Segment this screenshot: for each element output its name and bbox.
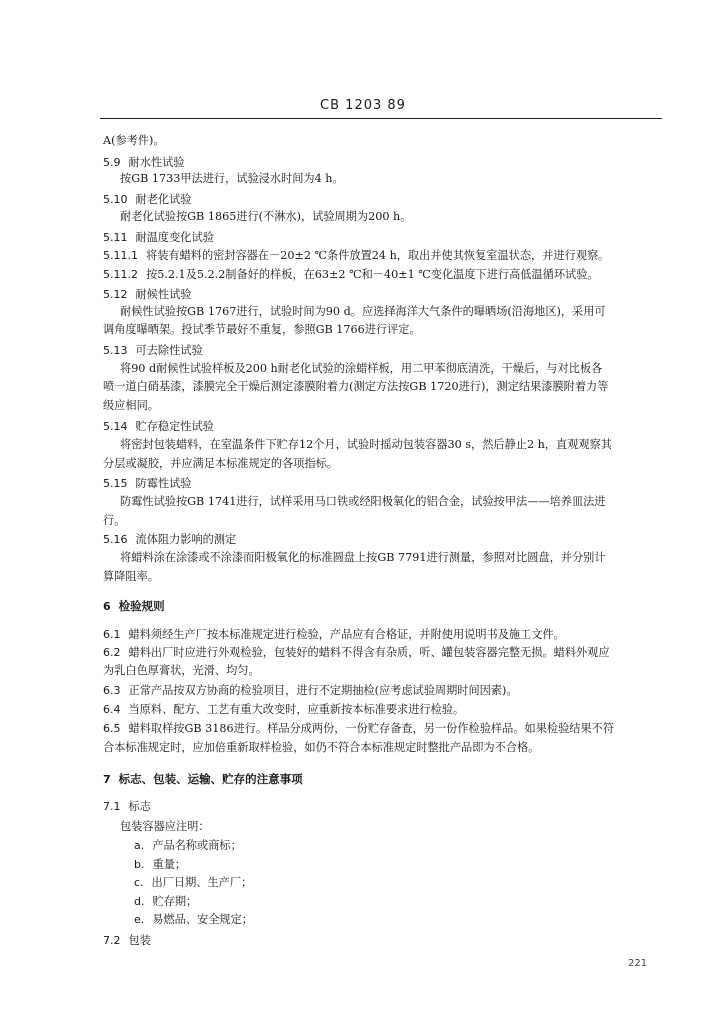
body-line: A(参考件)。 — [103, 134, 165, 147]
clause-number: 5.9 — [103, 156, 121, 169]
list-marker: e. — [134, 913, 145, 926]
clause-text: 蜡料取样按GB 3186进行。样品分成两份，一份贮存备查，另一份作检验样品。如果检验结果不符 — [128, 722, 615, 735]
list-marker: a. — [134, 839, 145, 852]
clause-title: 流体阻力影响的测定 — [135, 533, 237, 546]
clause-title: 可去除性试验 — [135, 344, 203, 357]
body-line: 级应相同。 — [103, 399, 159, 412]
clause-title: 包装 — [128, 934, 151, 947]
body-line: 将90 d耐候性试验样板及200 h耐老化试验的涂蜡样板，用二甲苯彻底清洗，干燥后，与对比板各 — [120, 362, 603, 375]
clause-text: 将装有蜡料的密封容器在－20±2 ℃条件放置24 h，取出并使其恢复室温状态，并进行观察。 — [146, 249, 610, 262]
body-line: 按GB 1733甲法进行，试验浸水时间为4 h。 — [120, 172, 344, 185]
body-line: 耐老化试验按GB 1865进行(不淋水)，试验周期为200 h。 — [120, 210, 412, 223]
clause-number: 6.4 — [103, 703, 121, 716]
section-heading — [103, 599, 165, 614]
clause-number: 5.11 — [103, 231, 128, 244]
clause-number: 5.13 — [103, 344, 128, 357]
body-line: 分层或凝胶，并应满足本标准规定的各项指标。 — [103, 457, 338, 470]
clause-title: 耐老化试验 — [135, 193, 192, 206]
body-line: 行。 — [103, 514, 126, 527]
list-text: 重量； — [152, 858, 187, 871]
section-title: 检验规则 — [118, 599, 165, 613]
clause-heading — [103, 231, 214, 245]
header-rule — [100, 118, 662, 119]
body-line: 算降阻率。 — [103, 570, 159, 583]
clause-title: 贮存稳定性试验 — [135, 420, 214, 433]
clause-line — [103, 703, 464, 717]
clause-line — [103, 268, 599, 282]
body-line: 为乳白色厚膏状，光滑、均匀。 — [103, 664, 260, 677]
page-number: 221 — [628, 958, 648, 969]
clause-number: 5.10 — [103, 193, 128, 206]
clause-line — [103, 646, 610, 660]
list-text: 产品名称或商标； — [152, 839, 242, 852]
clause-heading — [103, 156, 184, 170]
clause-number: 5.15 — [103, 477, 128, 490]
section-title: 标志、包装、运输、贮存的注意事项 — [118, 772, 303, 786]
clause-number: 5.12 — [103, 288, 128, 301]
clause-number: 5.14 — [103, 420, 128, 433]
clause-heading — [103, 477, 191, 491]
clause-title: 耐候性试验 — [135, 288, 192, 301]
page-header: CB 1203 89 — [320, 98, 406, 113]
list-text: 出厂日期、生产厂； — [151, 876, 253, 889]
clause-line — [103, 628, 565, 642]
list-item — [134, 839, 242, 853]
clause-text: 蜡料须经生产厂按本标准规定进行检验，产品应有合格证，并附使用说明书及施工文件。 — [128, 628, 565, 641]
clause-text: 正常产品按双方协商的检验项目，进行不定期抽检(应考虑试验周期时间因素)。 — [128, 684, 518, 697]
clause-number: 7.2 — [103, 934, 121, 947]
section-number: 6 — [103, 600, 111, 613]
clause-text: 当原料、配方、工艺有重大改变时，应重新按本标准要求进行检验。 — [128, 703, 465, 716]
list-item — [134, 913, 253, 927]
list-marker: d. — [134, 895, 145, 908]
clause-heading — [103, 420, 214, 434]
clause-line — [103, 684, 518, 698]
list-text: 易燃品、安全规定； — [152, 913, 253, 926]
body-line: 调角度曝晒架。投试季节最好不重复，参照GB 1766进行评定。 — [103, 323, 421, 336]
clause-number: 6.1 — [103, 628, 121, 641]
clause-text: 按5.2.1及5.2.2制备好的样板，在63±2 ℃和－40±1 ℃变化温度下进行高低温循环试验。 — [146, 268, 599, 281]
clause-number: 6.5 — [103, 722, 121, 735]
body-line: 喷一道白硝基漆，漆膜完全干燥后测定漆膜附着力(测定方法按GB 1720进行)，测定结果漆膜附着力等 — [103, 380, 609, 393]
clause-line — [103, 249, 609, 263]
section-heading — [103, 772, 303, 787]
body-line: 防霉性试验按GB 1741进行，试样采用马口铁或经阳极氧化的铝合金，试验按甲法——培养皿法进 — [120, 495, 606, 508]
body-line: 合本标准规定时，应加倍重新取样检验，如仍不符合本标准规定时整批产品即为不合格。 — [103, 741, 540, 754]
body-line: 将密封包装蜡料，在室温条件下贮存12个月，试验时摇动包装容器30 s，然后静止2 h，直观观察其 — [120, 438, 612, 451]
clause-heading — [103, 344, 203, 358]
list-marker: b. — [134, 858, 145, 871]
body-line: 包装容器应注明： — [120, 820, 210, 833]
section-number: 7 — [103, 773, 111, 786]
list-marker: c. — [134, 876, 144, 889]
clause-number: 5.11.2 — [103, 268, 138, 281]
clause-title: 标志 — [128, 800, 151, 813]
clause-number: 6.2 — [103, 646, 121, 659]
clause-number: 5.16 — [103, 533, 128, 546]
clause-number: 5.11.1 — [103, 249, 138, 262]
body-line: 将蜡料涂在涂漆或不涂漆而阳极氧化的标准圆盘上按GB 7791进行测量，参照对比圆盘，并分别计 — [120, 551, 606, 564]
list-item — [134, 858, 186, 872]
clause-title: 耐温度变化试验 — [135, 231, 214, 244]
list-item — [134, 876, 252, 890]
clause-line — [103, 722, 614, 736]
clause-number: 7.1 — [103, 800, 121, 813]
clause-title: 防霉性试验 — [135, 477, 192, 490]
clause-number: 6.3 — [103, 684, 121, 697]
list-item — [134, 895, 197, 909]
clause-heading — [103, 288, 191, 302]
body-line: 耐候性试验按GB 1767进行，试验时间为90 d。应选择海洋大气条件的曝晒场(沿海地区)，采用可 — [120, 305, 606, 318]
clause-heading — [103, 934, 151, 948]
clause-title: 耐水性试验 — [128, 156, 185, 169]
list-text: 贮存期； — [152, 895, 198, 908]
clause-text: 蜡料出厂时应进行外观检验，包装好的蜡料不得含有杂质，听、罐包装容器完整无损。蜡料外观应 — [128, 646, 610, 659]
clause-heading — [103, 533, 236, 547]
clause-heading — [103, 800, 151, 814]
clause-heading — [103, 193, 191, 207]
